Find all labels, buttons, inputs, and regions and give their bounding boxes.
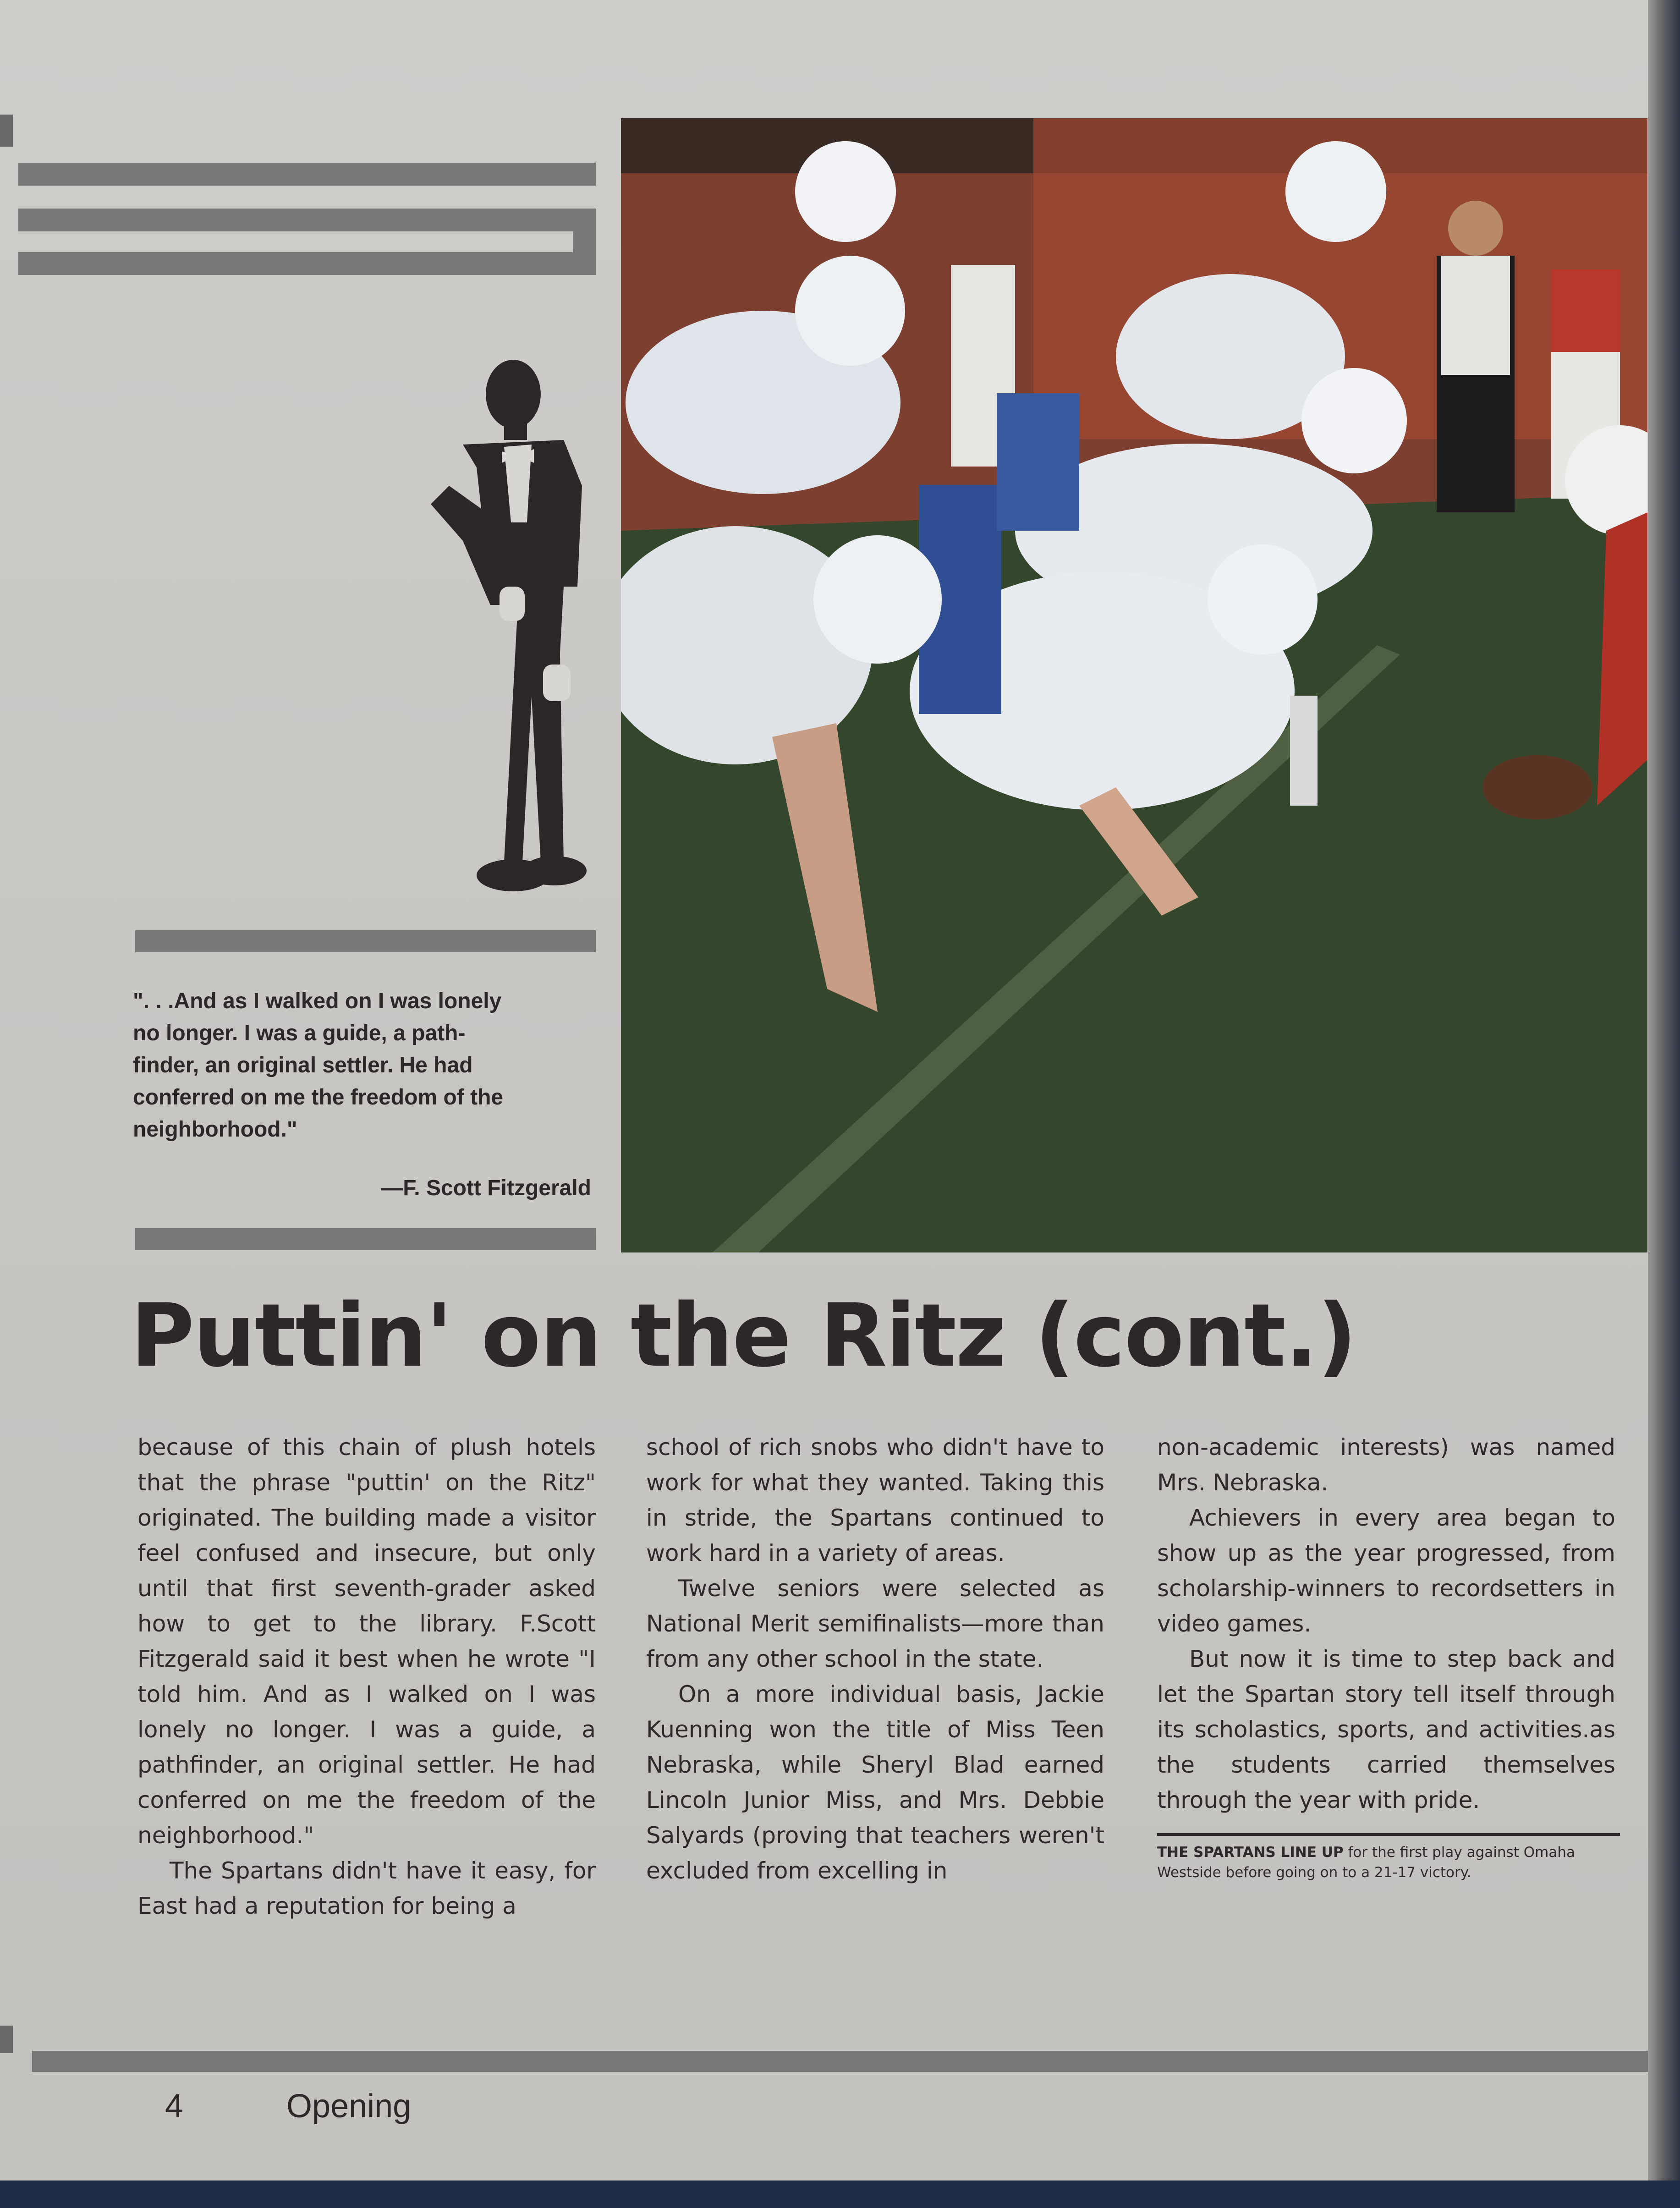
quote-line: ". . .And as I walked on I was lonely	[133, 989, 502, 1013]
body-column-2	[646, 1430, 1104, 1889]
paragraph: Achievers in every area began to show up as the year progressed, from scholarship-winners to recordsetters in video games.	[1157, 1505, 1615, 1637]
quote-line: finder, an original settler. He had	[133, 1053, 473, 1077]
deco-bar-hook	[573, 209, 596, 275]
paragraph: The Spartans didn't have it easy, for East had a reputation for being a	[137, 1857, 596, 1919]
edge-mark	[0, 2026, 13, 2053]
caption-lead: THE SPARTANS LINE UP	[1157, 1844, 1344, 1861]
bottom-edge	[0, 2181, 1680, 2208]
quote-bottom-rule	[135, 1228, 596, 1250]
footer-rule	[32, 2051, 1650, 2072]
deco-bar-3	[18, 252, 596, 275]
body-column-1	[137, 1430, 596, 1924]
quote-line: neighborhood."	[133, 1117, 297, 1142]
edge-mark	[0, 115, 13, 147]
football-lineup-photo	[621, 118, 1647, 1252]
paragraph: Twelve seniors were selected as National Merit semifinalists—more than from any other school in the state.	[646, 1575, 1104, 1672]
caption-text: for the first play against Omaha Westside before going on to a 21-17 victory.	[1157, 1844, 1575, 1881]
quote-attribution: —F. Scott Fitzgerald	[381, 1176, 591, 1200]
page-headline: Puttin' on the Ritz (cont.)	[131, 1285, 1356, 1386]
tuxedo-figure-illustration	[390, 348, 591, 903]
quote-top-rule	[135, 930, 596, 952]
caption-rule	[1157, 1833, 1620, 1836]
quote-line: conferred on me the freedom of the	[133, 1085, 504, 1109]
paragraph: because of this chain of plush hotels that the phrase "puttin' on the Ritz" originated. The building made a visitor feel confused and insecure, but only until that first seventh-grader asked how to get to the library. F.Scott Fitzgerald said it best when he wrote "I told him. And as I walked on I was lonely no longer. I was a guide, a pathfinder, an original settler. He had conferred on me the freedom of the neighborhood."	[137, 1434, 596, 1849]
paragraph: school of rich snobs who didn't have to work for what they wanted. Taking this in stride, the Spartans continued to work hard in a variety of areas.	[646, 1434, 1104, 1566]
section-label: Opening	[286, 2088, 412, 2125]
photo-caption	[1157, 1842, 1625, 1883]
paragraph: On a more individual basis, Jackie Kuenning won the title of Miss Teen Nebraska, while Sheryl Blad earned Lincoln Junior Miss, and Mrs. Debbie Salyards (proving that teachers weren't excluded from excelling in	[646, 1681, 1104, 1884]
deco-bar-1	[18, 163, 596, 186]
page-number: 4	[165, 2088, 184, 2125]
body-column-3	[1157, 1430, 1615, 1818]
quote-line: no longer. I was a guide, a path-	[133, 1021, 466, 1045]
paragraph: But now it is time to step back and let the Spartan story tell itself through its scholastics, sports, and activities.as the students carried themselves through the year with pride.	[1157, 1646, 1615, 1813]
binding-edge	[1648, 0, 1680, 2208]
deco-bar-2	[18, 209, 596, 231]
paragraph: non-academic interests) was named Mrs. Nebraska.	[1157, 1434, 1615, 1496]
pull-quote	[133, 985, 596, 1146]
photo-scene	[621, 118, 1647, 1252]
